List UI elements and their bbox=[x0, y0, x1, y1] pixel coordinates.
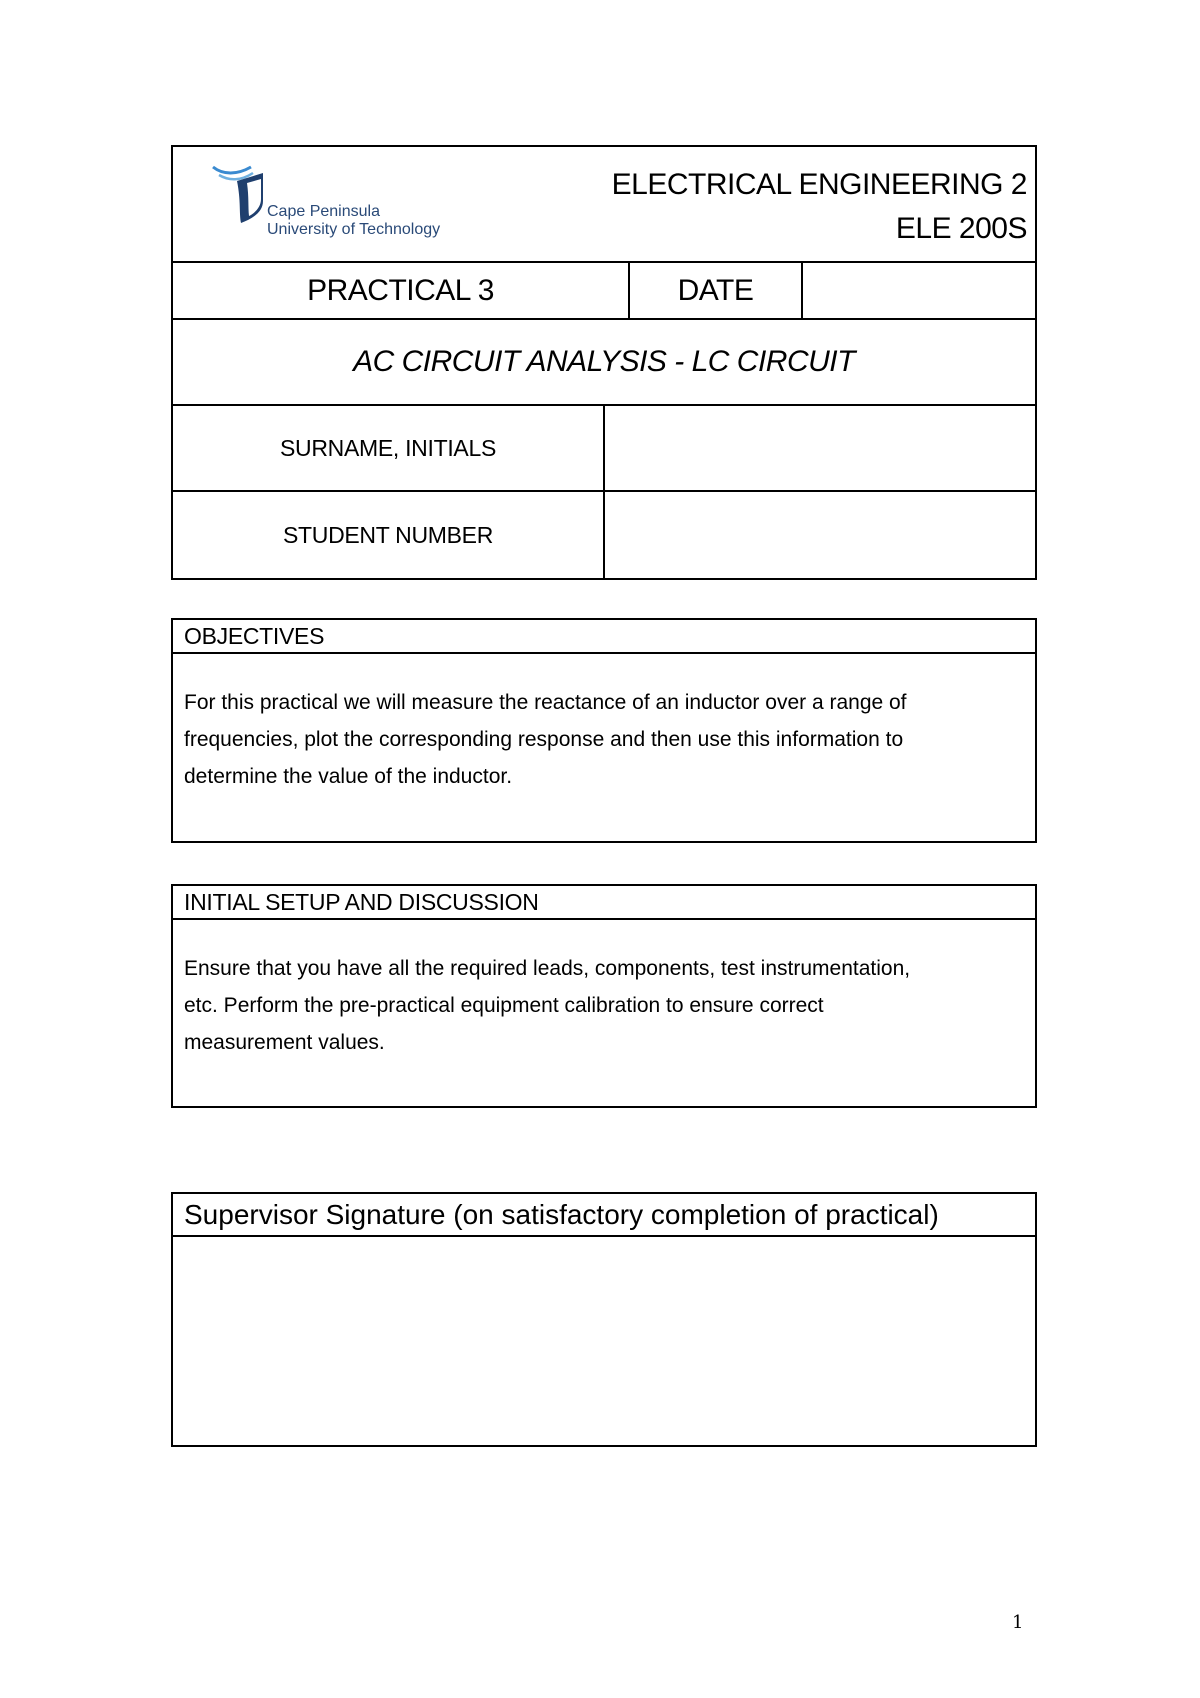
objectives-body bbox=[173, 654, 1035, 795]
setup-heading: INITIAL SETUP AND DISCUSSION bbox=[173, 886, 1035, 920]
header-top-row bbox=[173, 147, 1035, 263]
practical-title: AC CIRCUIT ANALYSIS - LC CIRCUIT bbox=[173, 320, 1035, 406]
page-number: 1 bbox=[1012, 1612, 1024, 1633]
objectives-box bbox=[171, 618, 1037, 843]
date-field[interactable] bbox=[803, 263, 1035, 318]
header-table bbox=[171, 145, 1037, 580]
signature-field[interactable] bbox=[173, 1237, 1035, 1447]
surname-field[interactable] bbox=[605, 406, 1035, 490]
course-title: ELECTRICAL ENGINEERING 2 bbox=[611, 168, 1027, 201]
setup-line: etc. Perform the pre-practical equipment calibration to ensure correct bbox=[184, 994, 824, 1017]
course-code: ELE 200S bbox=[895, 212, 1027, 245]
date-label: DATE bbox=[630, 263, 803, 318]
student-number-field[interactable] bbox=[605, 492, 1035, 578]
setup-line: Ensure that you have all the required leads, components, test instrumentation, bbox=[184, 957, 911, 980]
surname-label: SURNAME, INITIALS bbox=[173, 406, 605, 490]
setup-box bbox=[171, 884, 1037, 1108]
signature-box bbox=[171, 1192, 1037, 1447]
student-number-row bbox=[173, 492, 1035, 578]
logo-line-2: University of Technology bbox=[267, 221, 441, 238]
practical-row bbox=[173, 263, 1035, 320]
logo-text bbox=[267, 203, 440, 239]
surname-row bbox=[173, 406, 1035, 492]
university-logo bbox=[211, 161, 451, 251]
objectives-heading: OBJECTIVES bbox=[173, 620, 1035, 654]
setup-body bbox=[173, 920, 1035, 1061]
objectives-line: frequencies, plot the corresponding response and then use this information to bbox=[184, 728, 904, 751]
setup-line: measurement values. bbox=[184, 1031, 385, 1054]
student-number-label: STUDENT NUMBER bbox=[173, 492, 605, 578]
practical-label: PRACTICAL 3 bbox=[173, 263, 630, 318]
signature-heading: Supervisor Signature (on satisfactory completion of practical) bbox=[173, 1194, 1035, 1237]
course-heading bbox=[612, 163, 1027, 251]
logo-line-1: Cape Peninsula bbox=[267, 203, 380, 220]
objectives-line: determine the value of the inductor. bbox=[184, 765, 513, 788]
objectives-line: For this practical we will measure the reactance of an inductor over a range of bbox=[184, 691, 907, 714]
